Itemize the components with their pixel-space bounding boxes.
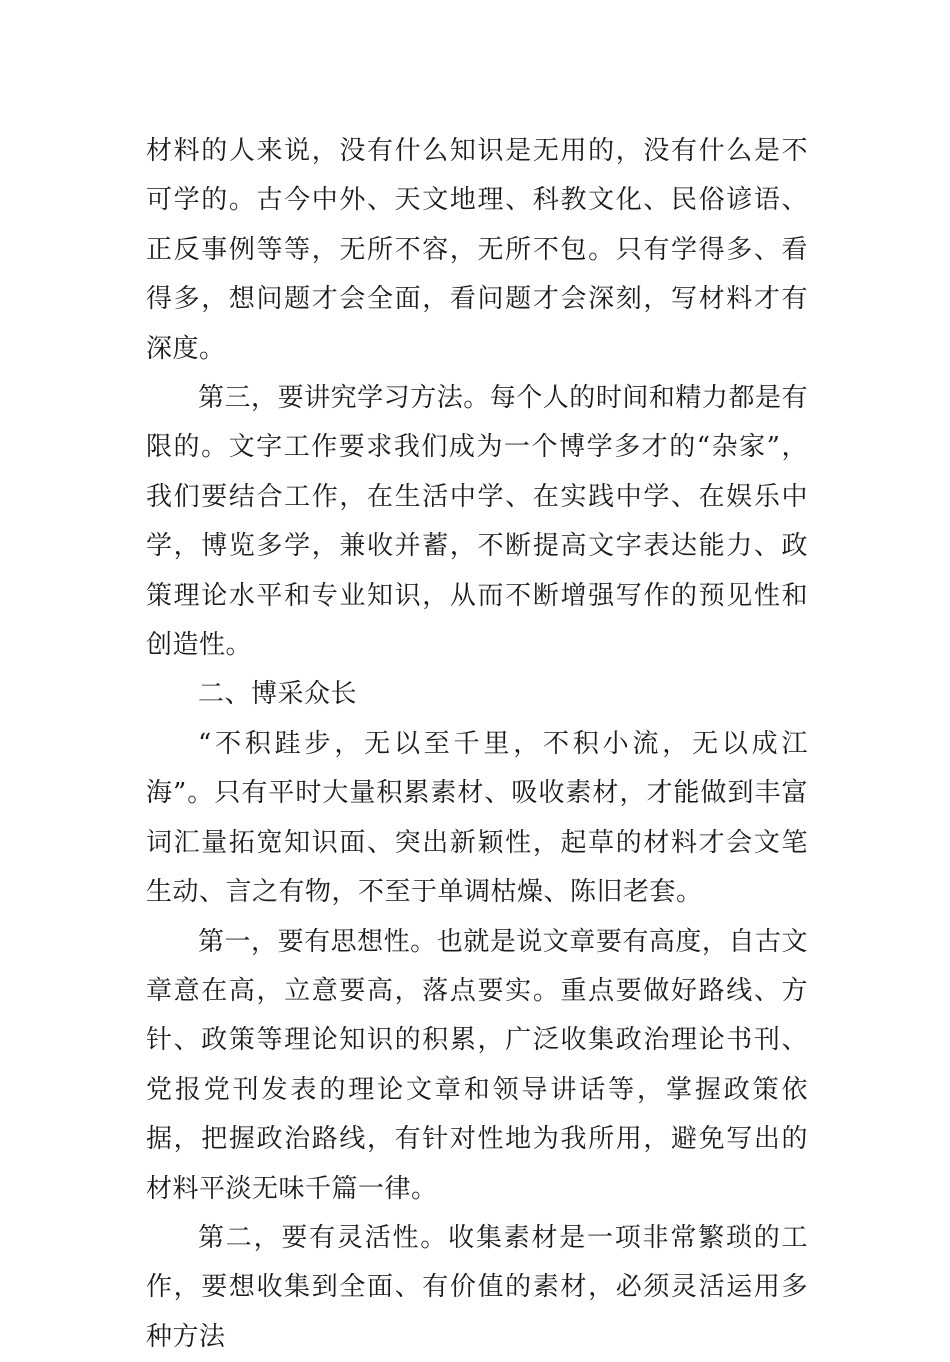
paragraph-learning-method: 第三，要讲究学习方法。每个人的时间和精力都是有限的。文字工作要求我们成为一个博学多才的“杂家”，我们要结合工作，在生活中学、在实践中学、在娱乐中学，博览多学，兼收并蓄，不断提高文字表达能力、政策理论水平和专业知识，从而不断增强写作的预见性和创造性。: [146, 383, 808, 661]
paragraph-flexibility: 第二，要有灵活性。收集素材是一项非常繁琐的工作，要想收集到全面、有价值的素材，必须灵活运用多种方法: [146, 1222, 808, 1352]
paragraph-ideological: 第一，要有思想性。也就是说文章要有高度，自古文章意在高，立意要高，落点要实。重点要做好路线、方针、政策等理论知识的积累，广泛收集政治理论书刊、党报党刊发表的理论文章和领导讲话等，掌握政策依据，把握政治路线，有针对性地为我所用，避免写出的材料平淡无味千篇一律。: [146, 926, 808, 1204]
document-body: [146, 127, 808, 1362]
paragraph-continuation: 材料的人来说，没有什么知识是无用的，没有什么是不可学的。古今中外、天文地理、科教文化、民俗谚语、正反事例等等，无所不容，无所不包。只有学得多、看得多，想问题才会全面，看问题才会深刻，写材料才有深度。: [146, 136, 808, 364]
paragraph-accumulation: “不积跬步，无以至千里，不积小流，无以成江海”。只有平时大量积累素材、吸收素材，才能做到丰富词汇量拓宽知识面、突出新颖性，起草的材料才会文笔生动、言之有物，不至于单调枯燥、陈旧老套。: [146, 728, 808, 908]
section-heading-bocai-zhongchang: 二、博采众长: [198, 679, 358, 710]
